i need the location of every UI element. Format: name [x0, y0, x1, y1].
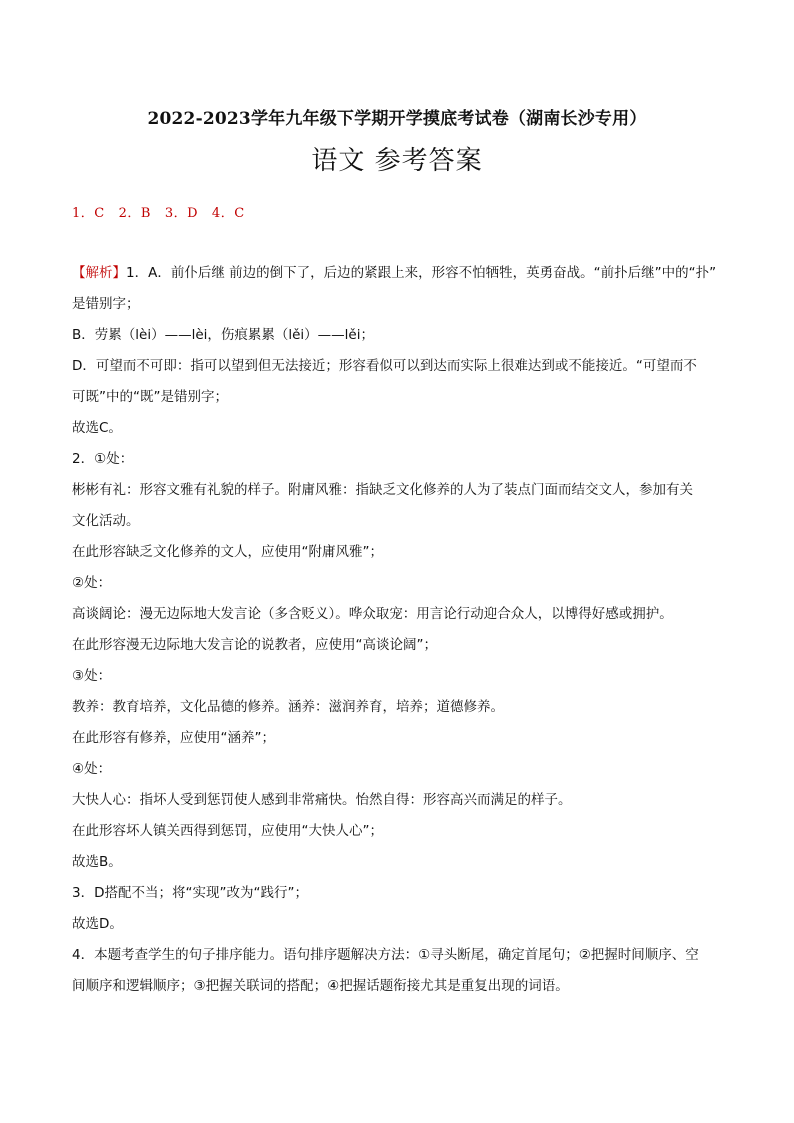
analysis-line: 在此形容漫无边际地大发言论的说教者，应使用“高谈论阔”；: [72, 637, 437, 653]
analysis-line: 故选D。: [72, 916, 123, 932]
analysis-line: 故选C。: [72, 420, 122, 436]
page-subtitle: 语文 参考答案: [311, 146, 483, 176]
page-title: 2022-2023学年九年级下学期开学摸底考试卷（湖南长沙专用）: [147, 109, 647, 129]
answer-key-line: 1．C 2．B 3．D 4．C: [72, 206, 245, 221]
analysis-line: [72, 258, 732, 289]
analysis-line: 2．①处：: [72, 451, 134, 467]
analysis-line: 4．本题考查学生的句子排序能力。语句排序题解决方法：①寻头断尾，确定首尾句；②把握时间顺序、空: [72, 947, 699, 963]
analysis-line: 可既”中的“既”是错别字；: [72, 389, 228, 405]
analysis-line: 3．D搭配不当；将“实现”改为“践行”；: [72, 885, 308, 901]
analysis-line: 大快人心：指坏人受到惩罚使人感到非常痛快。怡然自得：形容高兴而满足的样子。: [72, 792, 572, 808]
analysis-line: 间顺序和逻辑顺序；③把握关联词的搭配；④把握话题衔接尤其是重复出现的词语。: [72, 978, 569, 994]
analysis-line: ③处：: [72, 668, 112, 684]
analysis-line: 在此形容坏人镇关西得到惩罚，应使用“大快人心”；: [72, 823, 383, 839]
analysis-line: 在此形容有修养，应使用“涵养”；: [72, 730, 275, 746]
analysis-line-text: 1．A．前仆后继 前边的倒下了，后边的紧跟上来，形容不怕牺牲，英勇奋战。“前扑后继”中的“扑”: [126, 265, 717, 281]
analysis-line: 彬彬有礼：形容文雅有礼貌的样子。附庸风雅：指缺乏文化修养的人为了装点门面而结交文人，参加有关: [72, 482, 693, 498]
analysis-line: 是错别字；: [72, 296, 140, 312]
analysis-line: 高谈阔论：漫无边际地大发言论（多含贬义）。哗众取宠：用言论行动迎合众人，以博得好感或拥护。: [72, 606, 673, 622]
analysis-line: ④处：: [72, 761, 112, 777]
analysis-line: 文化活动。: [72, 513, 140, 529]
analysis-line: 教养：教育培养，文化品德的修养。涵养：滋润养育，培养；道德修养。: [72, 699, 504, 715]
analysis-line: ②处：: [72, 575, 112, 591]
analysis-section: [72, 258, 732, 1002]
analysis-line: 在此形容缺乏文化修养的文人，应使用“附庸风雅”；: [72, 544, 383, 560]
analysis-line: D．可望而不可即：指可以望到但无法接近；形容看似可以到达而实际上很难达到或不能接近。“可望而不: [72, 358, 697, 374]
analysis-line: B．劳累（lèi）——lèi，伤痕累累（lěi）——lěi；: [72, 327, 374, 343]
analysis-line: 故选B。: [72, 854, 122, 870]
analysis-tag: 【解析】: [72, 265, 126, 281]
